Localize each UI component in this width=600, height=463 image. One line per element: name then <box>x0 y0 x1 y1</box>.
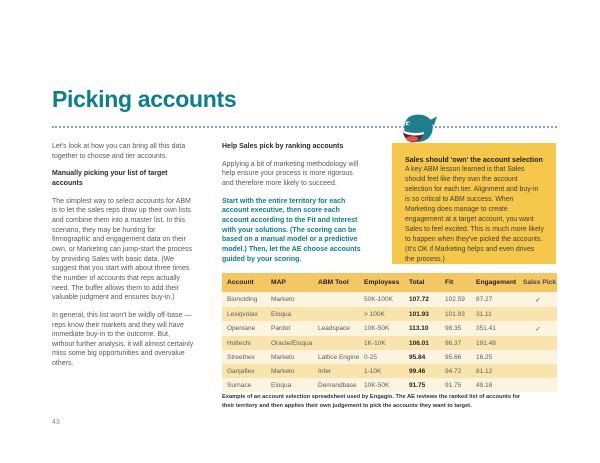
cell-employees: 0-25 <box>359 350 404 364</box>
col-header-employees: Employees <box>359 273 404 292</box>
account-selection-table <box>222 273 557 392</box>
cell-abm-tool: Lattice Engine <box>313 350 359 364</box>
cell-map: Marketo <box>266 350 313 364</box>
help-sales-heading: Help Sales pick by ranking accounts <box>222 143 344 150</box>
cell-map: Eloqua <box>266 307 313 321</box>
cell-map: Marketo <box>266 292 313 307</box>
help-sales-paragraph: Applying a bit of marketing methodology will help ensure your process is more rigorous and therefore more likely to succeed. <box>222 160 359 187</box>
manual-picking-heading: Manually picking your list of target accounts <box>52 170 168 187</box>
cell-sales-pick-checkmark <box>518 378 557 392</box>
cell-account: Ganjaflex <box>222 364 266 378</box>
cell-abm-tool: Leadspace <box>313 321 359 336</box>
col-header-account: Account <box>222 273 266 292</box>
cell-sales-pick-checkmark: ✓ <box>518 292 557 307</box>
cell-total: 113.10 <box>404 321 440 336</box>
cell-engagement: 191.48 <box>471 336 518 350</box>
table-row <box>222 350 557 364</box>
table-row <box>222 307 557 321</box>
page-number: 43 <box>52 419 60 426</box>
cell-fit: 91.75 <box>440 378 471 392</box>
cell-sales-pick-checkmark <box>518 336 557 350</box>
cell-total: 107.72 <box>404 292 440 307</box>
table-row <box>222 364 557 378</box>
callout-body: A key ABM lesson learned is that Sales should feel like they own the account selection for each tier. Alignment and buy-in is so critical to ABM success. When Marketing does manage to create engagement at a target account, you want Sales to feel excited. This is much more likely to happen when they've picked the accounts. (It's OK if Marketing helps and even drives the process.) <box>405 166 544 263</box>
table-row <box>222 292 557 307</box>
table-row <box>222 336 557 350</box>
col-header-total: Total <box>404 273 440 292</box>
cell-employees: 10K-50K <box>359 321 404 336</box>
sales-own-callout <box>392 143 556 264</box>
cell-engagement: 49.18 <box>471 378 518 392</box>
col-header-map: MAP <box>266 273 313 292</box>
cell-account: Surnace <box>222 378 266 392</box>
table-caption: Example of an account selection spreadsheet used by Engagio. The AE reviews the ranked list of accounts for their territory and then applies their own judgement to pick the accounts they want to target. <box>222 394 521 409</box>
cell-engagement: 87.27 <box>471 292 518 307</box>
middle-text-column <box>222 142 363 272</box>
cell-total: 106.01 <box>404 336 440 350</box>
cell-sales-pick-checkmark <box>518 307 557 321</box>
cell-employees: 50K-100K <box>359 292 404 307</box>
cell-account: Bionolding <box>222 292 266 307</box>
table-row <box>222 321 557 336</box>
cell-engagement: 351.41 <box>471 321 518 336</box>
cell-fit: 98.35 <box>440 321 471 336</box>
col-header-engagement: Engagement <box>471 273 518 292</box>
intro-paragraph: Let's look at how you can bring all this data together to choose and tier accounts. <box>52 143 186 160</box>
cell-engagement: 31.11 <box>471 307 518 321</box>
col-header-fit: Fit <box>440 273 471 292</box>
cell-account: Openiane <box>222 321 266 336</box>
cell-abm-tool <box>313 307 359 321</box>
table-row <box>222 378 557 392</box>
cell-total: 99.46 <box>404 364 440 378</box>
cell-account: Streethex <box>222 350 266 364</box>
dotted-divider <box>52 126 557 128</box>
cell-fit: 101.93 <box>440 307 471 321</box>
cell-employees: 1-10K <box>359 364 404 378</box>
cell-abm-tool <box>313 292 359 307</box>
cell-abm-tool <box>313 336 359 350</box>
cell-sales-pick-checkmark: ✓ <box>518 321 557 336</box>
scoring-highlight-paragraph: Start with the entire territory for each account executive, then score each account according to the Fit and Interest with your solutions. (The scoring can be based on a manual model or a predictive model.) Then, let the AE choose accounts guided by your scoring. <box>222 197 361 263</box>
cell-map: Eloqua <box>266 378 313 392</box>
left-text-column <box>52 142 194 377</box>
cell-employees: 1K-10K <box>359 336 404 350</box>
cell-account: Hottechi <box>222 336 266 350</box>
table-header-row <box>222 273 557 292</box>
cell-total: 91.75 <box>404 378 440 392</box>
col-header-sales-pick: Sales Pick <box>518 273 557 292</box>
callout-title: Sales should 'own' the account selection <box>405 156 543 164</box>
cell-fit: 95.66 <box>440 350 471 364</box>
cell-map: Oracle/Eloqua <box>266 336 313 350</box>
in-general-paragraph: In general, this list won't be wildly off-base — reps know their markets and they will have immediate buy-in to the outcome. But, without further analysis, it will almost certainly miss some big opportunities and overvalue others. <box>52 311 194 368</box>
cell-employees: > 100K <box>359 307 404 321</box>
cell-engagement: 16.25 <box>471 350 518 364</box>
cell-sales-pick-checkmark <box>518 364 557 378</box>
cell-sales-pick-checkmark <box>518 350 557 364</box>
cell-fit: 94.72 <box>440 364 471 378</box>
cell-fit: 96.37 <box>440 336 471 350</box>
page-title: Picking accounts <box>52 86 237 112</box>
cell-total: 101.93 <box>404 307 440 321</box>
cell-account: Lexiqvolax <box>222 307 266 321</box>
cell-fit: 102.59 <box>440 292 471 307</box>
cell-abm-tool: Infer <box>313 364 359 378</box>
cell-abm-tool: Demandbase <box>313 378 359 392</box>
col-header-abm-tool: ABM Tool <box>313 273 359 292</box>
cell-map: Pardot <box>266 321 313 336</box>
cell-total: 95.84 <box>404 350 440 364</box>
cell-map: Marketo <box>266 364 313 378</box>
whale-mascot-icon <box>400 111 438 146</box>
cell-engagement: 81.12 <box>471 364 518 378</box>
manual-picking-paragraph: The simplest way to select accounts for ABM is to let the sales reps draw up their own lists and combine them into a master list. In this scenario, they may be hunting for firmographic and engagement data on their own, or Marketing can jump-start the process by providing Sales with basic data. (We suggest that you start with about three times the number of accounts that reps actually need. The buffer allows them to add their valuable judgment and ensures buy-in.) <box>52 197 193 302</box>
cell-employees: 10K-50K <box>359 378 404 392</box>
